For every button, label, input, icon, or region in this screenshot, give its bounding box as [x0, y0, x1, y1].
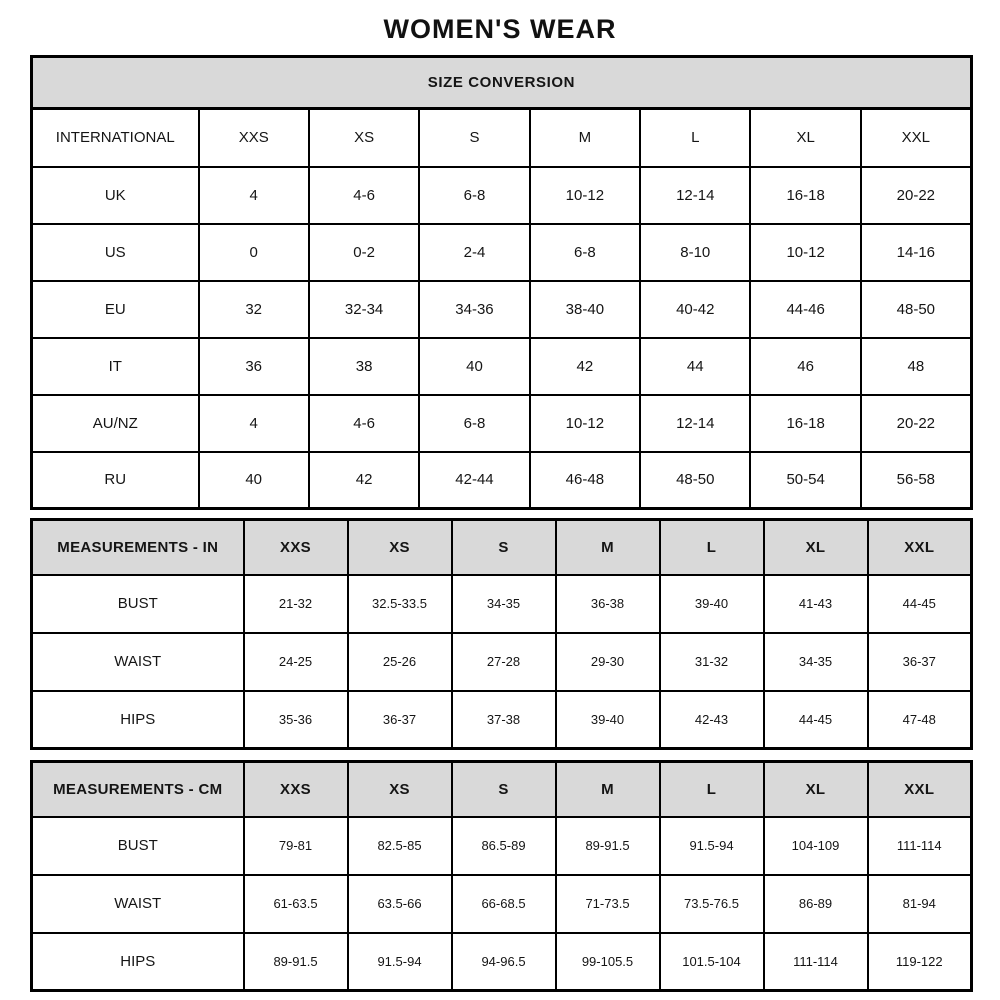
measurement-value-cell: 89-91.5 [244, 933, 348, 991]
size-header-cell: M [556, 520, 660, 575]
size-value-cell: 6-8 [419, 167, 529, 224]
size-value-cell: 46-48 [530, 452, 640, 509]
table-row [32, 633, 972, 691]
measurement-value-cell: 44-45 [868, 575, 972, 633]
measurement-value-cell: 101.5-104 [660, 933, 764, 991]
size-value-cell: 36 [199, 338, 309, 395]
measurement-value-cell: 34-35 [764, 633, 868, 691]
measurements-cm-table [30, 760, 973, 992]
size-value-cell: 4-6 [309, 395, 419, 452]
measurement-value-cell: 94-96.5 [452, 933, 556, 991]
table-row [32, 817, 972, 875]
measurements-title-cell: MEASUREMENTS - CM [32, 762, 244, 817]
size-value-cell: 44 [640, 338, 750, 395]
size-value-cell: 48 [861, 338, 972, 395]
size-value-cell: 48-50 [640, 452, 750, 509]
measurements-header-row [32, 520, 972, 575]
page-title: WOMEN'S WEAR [383, 14, 617, 44]
measurement-value-cell: 86.5-89 [452, 817, 556, 875]
measurement-value-cell: 82.5-85 [348, 817, 452, 875]
region-label-cell: EU [32, 281, 199, 338]
measurements-title-cell: MEASUREMENTS - IN [32, 520, 244, 575]
size-value-cell: 42-44 [419, 452, 529, 509]
measurement-value-cell: 35-36 [244, 691, 348, 749]
size-header-cell: M [556, 762, 660, 817]
measurement-value-cell: 119-122 [868, 933, 972, 991]
measurement-value-cell: 66-68.5 [452, 875, 556, 933]
table-row [32, 395, 972, 452]
size-value-cell: 20-22 [861, 395, 972, 452]
size-header-cell: S [419, 109, 529, 167]
size-value-cell: 56-58 [861, 452, 972, 509]
size-value-cell: 20-22 [861, 167, 972, 224]
international-header-cell: INTERNATIONAL [32, 109, 199, 167]
table-row [32, 338, 972, 395]
size-header-cell: XXL [861, 109, 972, 167]
measurements-cm-body [32, 762, 972, 991]
measurement-value-cell: 29-30 [556, 633, 660, 691]
size-header-cell: M [530, 109, 640, 167]
measurement-value-cell: 31-32 [660, 633, 764, 691]
size-header-cell: XXL [868, 762, 972, 817]
size-value-cell: 40 [199, 452, 309, 509]
size-value-cell: 32-34 [309, 281, 419, 338]
measurement-label-cell: HIPS [32, 691, 244, 749]
measurement-value-cell: 36-38 [556, 575, 660, 633]
size-header-cell: XXS [244, 520, 348, 575]
table-row [32, 875, 972, 933]
measurement-value-cell: 42-43 [660, 691, 764, 749]
measurement-value-cell: 41-43 [764, 575, 868, 633]
size-value-cell: 14-16 [861, 224, 972, 281]
size-value-cell: 12-14 [640, 167, 750, 224]
measurement-value-cell: 86-89 [764, 875, 868, 933]
size-header-cell: S [452, 762, 556, 817]
size-value-cell: 2-4 [419, 224, 529, 281]
measurement-value-cell: 24-25 [244, 633, 348, 691]
size-header-cell: XL [764, 762, 868, 817]
measurement-value-cell: 47-48 [868, 691, 972, 749]
measurement-value-cell: 32.5-33.5 [348, 575, 452, 633]
table-row [32, 933, 972, 991]
size-header-cell: XXL [868, 520, 972, 575]
size-header-cell: XS [309, 109, 419, 167]
region-label-cell: US [32, 224, 199, 281]
table-row [32, 575, 972, 633]
measurement-label-cell: BUST [32, 575, 244, 633]
size-value-cell: 6-8 [530, 224, 640, 281]
measurement-value-cell: 99-105.5 [556, 933, 660, 991]
table-row [32, 224, 972, 281]
size-value-cell: 16-18 [750, 395, 860, 452]
size-value-cell: 10-12 [530, 395, 640, 452]
size-value-cell: 10-12 [750, 224, 860, 281]
size-value-cell: 34-36 [419, 281, 529, 338]
measurement-value-cell: 104-109 [764, 817, 868, 875]
region-label-cell: AU/NZ [32, 395, 199, 452]
measurements-in-table [30, 518, 973, 750]
size-conversion-banner-row [32, 57, 972, 109]
size-conversion-body [32, 57, 972, 509]
size-conversion-title: SIZE CONVERSION [32, 57, 972, 109]
size-value-cell: 16-18 [750, 167, 860, 224]
size-value-cell: 4 [199, 167, 309, 224]
size-value-cell: 6-8 [419, 395, 529, 452]
measurement-value-cell: 34-35 [452, 575, 556, 633]
region-label-cell: UK [32, 167, 199, 224]
measurement-value-cell: 39-40 [660, 575, 764, 633]
table-row [32, 167, 972, 224]
size-value-cell: 8-10 [640, 224, 750, 281]
measurement-value-cell: 89-91.5 [556, 817, 660, 875]
size-value-cell: 4 [199, 395, 309, 452]
size-header-cell: XXS [199, 109, 309, 167]
size-value-cell: 48-50 [861, 281, 972, 338]
measurement-value-cell: 61-63.5 [244, 875, 348, 933]
size-header-cell: XS [348, 762, 452, 817]
measurement-label-cell: BUST [32, 817, 244, 875]
measurement-value-cell: 39-40 [556, 691, 660, 749]
measurement-value-cell: 111-114 [764, 933, 868, 991]
size-value-cell: 40 [419, 338, 529, 395]
measurement-label-cell: WAIST [32, 875, 244, 933]
measurement-value-cell: 79-81 [244, 817, 348, 875]
measurement-value-cell: 91.5-94 [348, 933, 452, 991]
region-label-cell: IT [32, 338, 199, 395]
measurement-value-cell: 81-94 [868, 875, 972, 933]
size-axis-row [32, 109, 972, 167]
table-row [32, 281, 972, 338]
measurement-value-cell: 36-37 [348, 691, 452, 749]
size-value-cell: 42 [530, 338, 640, 395]
size-value-cell: 44-46 [750, 281, 860, 338]
measurements-in-body [32, 520, 972, 749]
measurements-header-row [32, 762, 972, 817]
size-header-cell: L [660, 762, 764, 817]
size-value-cell: 42 [309, 452, 419, 509]
size-header-cell: S [452, 520, 556, 575]
size-value-cell: 32 [199, 281, 309, 338]
size-value-cell: 38-40 [530, 281, 640, 338]
measurement-value-cell: 73.5-76.5 [660, 875, 764, 933]
size-header-cell: XXS [244, 762, 348, 817]
measurement-value-cell: 21-32 [244, 575, 348, 633]
measurement-value-cell: 36-37 [868, 633, 972, 691]
measurement-value-cell: 91.5-94 [660, 817, 764, 875]
measurement-value-cell: 111-114 [868, 817, 972, 875]
size-value-cell: 40-42 [640, 281, 750, 338]
measurement-value-cell: 63.5-66 [348, 875, 452, 933]
size-header-cell: XL [764, 520, 868, 575]
table-row [32, 452, 972, 509]
size-value-cell: 46 [750, 338, 860, 395]
size-value-cell: 4-6 [309, 167, 419, 224]
region-label-cell: RU [32, 452, 199, 509]
size-header-cell: XL [750, 109, 860, 167]
table-row [32, 691, 972, 749]
measurement-label-cell: HIPS [32, 933, 244, 991]
measurement-value-cell: 27-28 [452, 633, 556, 691]
size-value-cell: 50-54 [750, 452, 860, 509]
measurement-label-cell: WAIST [32, 633, 244, 691]
size-value-cell: 0 [199, 224, 309, 281]
size-value-cell: 38 [309, 338, 419, 395]
measurement-value-cell: 44-45 [764, 691, 868, 749]
size-header-cell: L [640, 109, 750, 167]
measurement-value-cell: 71-73.5 [556, 875, 660, 933]
size-value-cell: 0-2 [309, 224, 419, 281]
size-header-cell: L [660, 520, 764, 575]
size-value-cell: 12-14 [640, 395, 750, 452]
size-value-cell: 10-12 [530, 167, 640, 224]
size-conversion-table [30, 55, 973, 510]
measurement-value-cell: 25-26 [348, 633, 452, 691]
size-header-cell: XS [348, 520, 452, 575]
measurement-value-cell: 37-38 [452, 691, 556, 749]
